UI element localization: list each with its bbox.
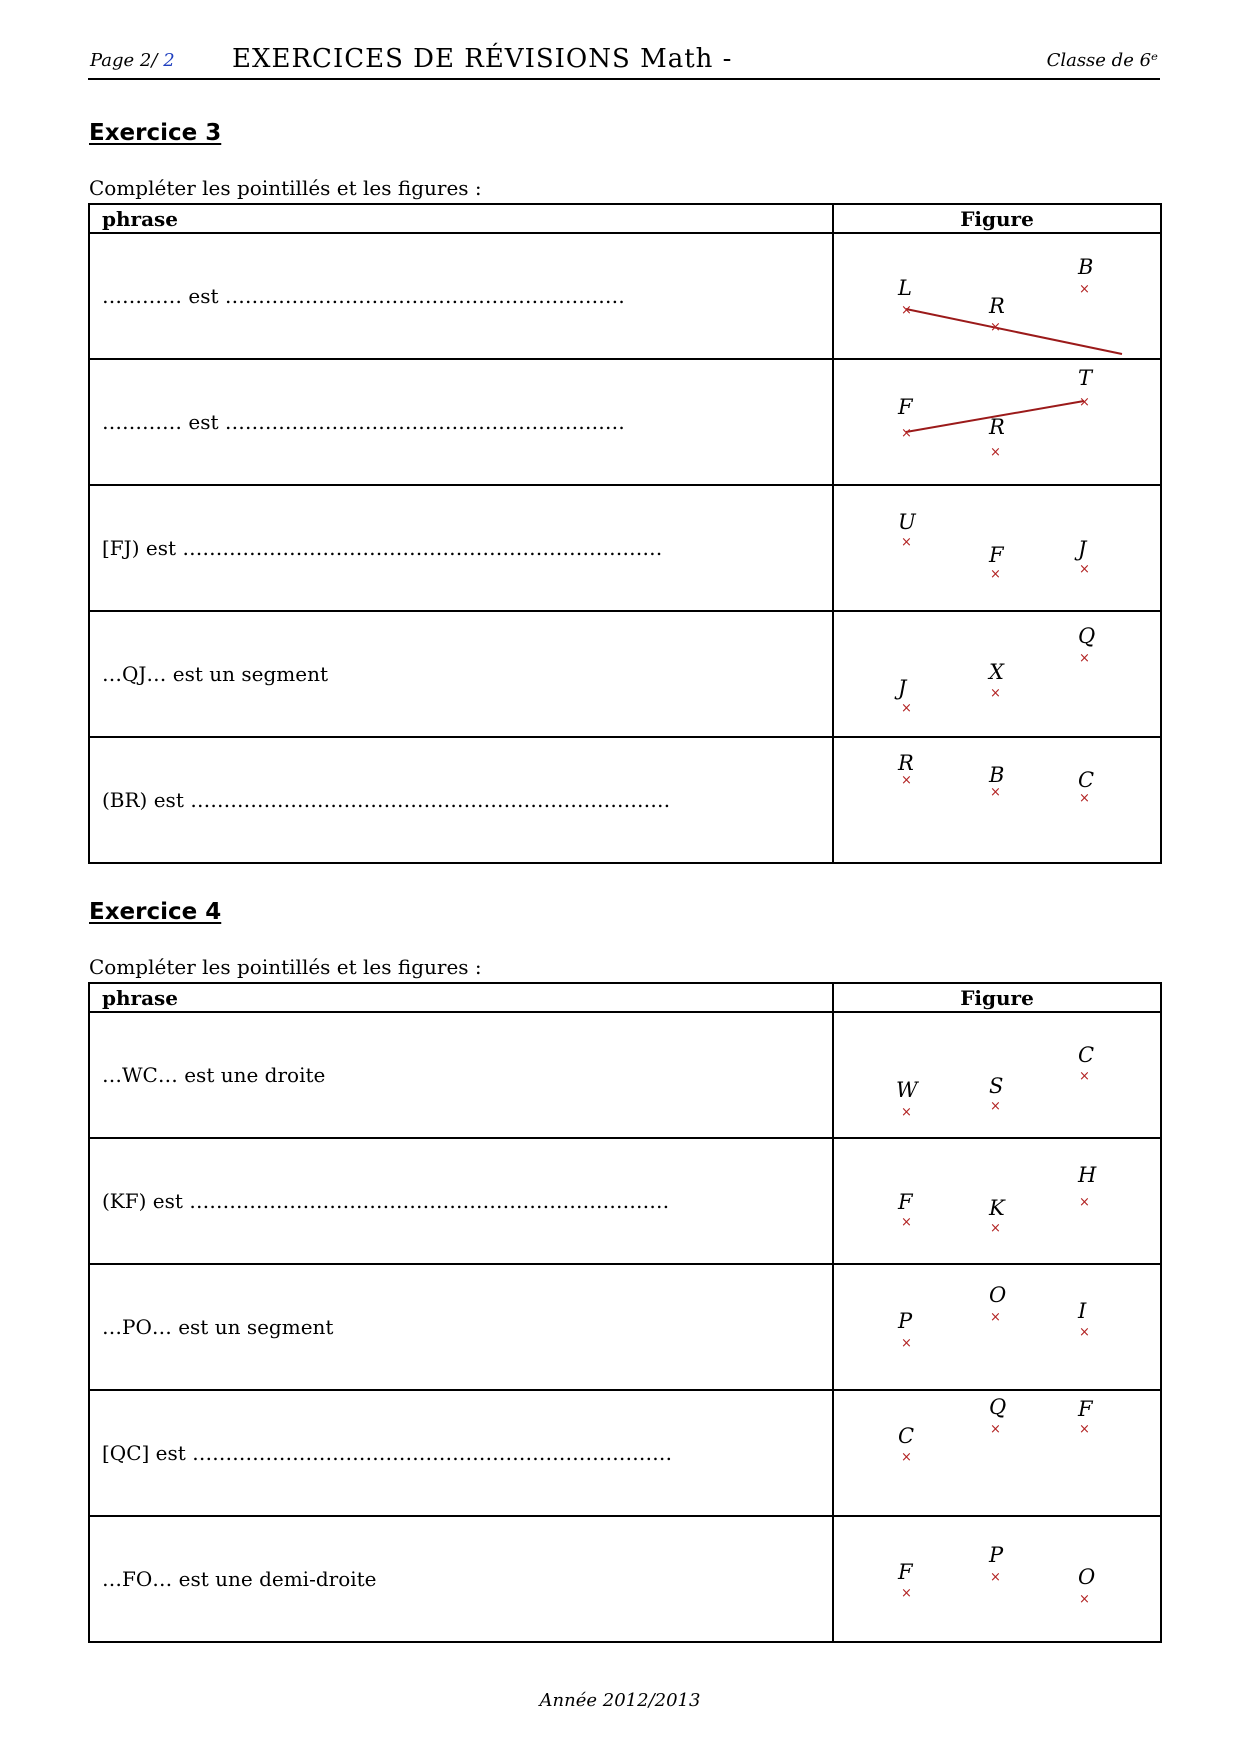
point-marker: × <box>901 1450 912 1465</box>
phrase-cell[interactable]: ………… est …………………………………………………… <box>89 359 833 485</box>
point-label: P <box>989 1543 1004 1567</box>
point-marker: × <box>1079 1422 1090 1437</box>
table-row <box>89 1516 1161 1642</box>
point-label: B <box>989 763 1005 787</box>
page-footer: Année 2012/2013 <box>539 1690 701 1711</box>
point-marker: × <box>990 1221 1001 1236</box>
point-marker: × <box>990 1422 1001 1437</box>
point-label: X <box>989 660 1004 684</box>
column-header-figure: Figure <box>833 204 1161 233</box>
point-label: F <box>989 543 1004 567</box>
exercise-4-table <box>88 982 1162 1643</box>
table-row <box>89 485 1161 611</box>
figure-canvas[interactable] <box>834 360 1154 486</box>
point-marker: × <box>1079 282 1090 297</box>
point-label: F <box>898 1560 913 1584</box>
phrase-cell[interactable]: …FO… est une demi-droite <box>89 1516 833 1642</box>
table-row <box>89 359 1161 485</box>
figure-canvas[interactable] <box>834 486 1154 612</box>
exercise-4-title: Exercice 4 <box>89 899 222 925</box>
phrase-cell[interactable]: [QC] est ……………………………………………………………… <box>89 1390 833 1516</box>
table-row <box>89 1138 1161 1264</box>
figure-cell[interactable] <box>833 359 1161 485</box>
point-marker: × <box>990 785 1001 800</box>
figure-cell[interactable] <box>833 1012 1161 1138</box>
point-marker: × <box>901 1586 912 1601</box>
point-label: R <box>989 294 1005 318</box>
point-label: P <box>898 1309 913 1333</box>
column-header-phrase: phrase <box>89 983 833 1012</box>
line-LR <box>906 309 1122 354</box>
page-number <box>90 50 175 71</box>
point-label: R <box>989 415 1005 439</box>
figure-canvas[interactable] <box>834 1139 1154 1265</box>
point-marker: × <box>901 303 912 318</box>
point-marker: × <box>990 686 1001 701</box>
point-marker: × <box>901 426 912 441</box>
figure-canvas[interactable] <box>834 1013 1154 1139</box>
exercise-4-instruction: Compléter les pointillés et les figures : <box>89 955 482 979</box>
point-marker: × <box>901 773 912 788</box>
column-header-phrase: phrase <box>89 204 833 233</box>
point-label: K <box>989 1196 1005 1220</box>
figure-cell[interactable] <box>833 1138 1161 1264</box>
class-label: Classe de 6ᵉ <box>1046 50 1158 71</box>
point-label: I <box>1078 1299 1087 1323</box>
figure-cell[interactable] <box>833 611 1161 737</box>
table-header-row <box>89 204 1161 233</box>
point-label: U <box>898 510 916 534</box>
point-label: Q <box>989 1395 1007 1419</box>
point-label: L <box>898 276 912 300</box>
point-label: R <box>898 751 914 775</box>
point-label: H <box>1078 1163 1097 1187</box>
figure-cell[interactable] <box>833 737 1161 863</box>
figure-cell[interactable] <box>833 1516 1161 1642</box>
table-row <box>89 737 1161 863</box>
point-label: C <box>1078 768 1095 792</box>
point-marker: × <box>1079 1592 1090 1607</box>
point-label: S <box>989 1074 1004 1098</box>
point-label: O <box>989 1283 1007 1307</box>
point-label: W <box>896 1078 918 1102</box>
point-marker: × <box>990 1310 1001 1325</box>
figure-canvas[interactable] <box>834 1517 1154 1643</box>
document-title: EXERCICES DE RÉVISIONS Math - <box>232 44 733 74</box>
phrase-cell[interactable]: (BR) est ……………………………………………………………… <box>89 737 833 863</box>
point-label: J <box>1078 537 1087 561</box>
point-label: F <box>898 395 913 419</box>
phrase-cell[interactable]: ………… est …………………………………………………… <box>89 233 833 359</box>
phrase-cell[interactable]: (KF) est ……………………………………………………………… <box>89 1138 833 1264</box>
page-header <box>88 44 1160 80</box>
point-label: F <box>898 1190 913 1214</box>
table-row <box>89 233 1161 359</box>
exercise-3-instruction: Compléter les pointillés et les figures : <box>89 176 482 200</box>
point-marker: × <box>901 1336 912 1351</box>
point-marker: × <box>1079 1195 1090 1210</box>
phrase-cell[interactable]: …WC… est une droite <box>89 1012 833 1138</box>
table-row <box>89 1012 1161 1138</box>
point-label: B <box>1078 255 1094 279</box>
phrase-cell[interactable]: …QJ… est un segment <box>89 611 833 737</box>
point-marker: × <box>990 320 1001 335</box>
phrase-cell[interactable]: …PO… est un segment <box>89 1264 833 1390</box>
point-label: O <box>1078 1565 1096 1589</box>
point-label: C <box>898 1424 915 1448</box>
page-label: Page 2/ <box>90 50 158 71</box>
table-row <box>89 1264 1161 1390</box>
figure-canvas[interactable] <box>834 738 1154 864</box>
page-total-link[interactable]: 2 <box>163 50 175 71</box>
point-marker: × <box>990 567 1001 582</box>
figure-canvas[interactable] <box>834 612 1154 738</box>
point-label: C <box>1078 1043 1095 1067</box>
point-marker: × <box>990 1099 1001 1114</box>
point-marker: × <box>901 701 912 716</box>
point-marker: × <box>901 1105 912 1120</box>
point-label: Q <box>1078 624 1096 648</box>
figure-canvas[interactable] <box>834 1391 1154 1517</box>
figure-cell[interactable] <box>833 1264 1161 1390</box>
column-header-figure: Figure <box>833 983 1161 1012</box>
point-marker: × <box>1079 651 1090 666</box>
point-marker: × <box>1079 1325 1090 1340</box>
point-label: J <box>898 676 907 700</box>
point-marker: × <box>1079 1069 1090 1084</box>
point-marker: × <box>990 445 1001 460</box>
point-label: T <box>1078 366 1093 390</box>
figure-cell[interactable] <box>833 233 1161 359</box>
point-marker: × <box>1079 791 1090 806</box>
table-header-row <box>89 983 1161 1012</box>
exercise-3-table <box>88 203 1162 864</box>
point-marker: × <box>1079 395 1090 410</box>
figure-canvas[interactable] <box>834 1265 1154 1391</box>
exercise-3-title: Exercice 3 <box>89 120 222 146</box>
table-row <box>89 611 1161 737</box>
figure-canvas[interactable] <box>834 234 1154 360</box>
figure-cell[interactable] <box>833 1390 1161 1516</box>
phrase-cell[interactable]: [FJ) est ……………………………………………………………… <box>89 485 833 611</box>
point-marker: × <box>1079 562 1090 577</box>
point-marker: × <box>990 1570 1001 1585</box>
point-label: F <box>1078 1397 1093 1421</box>
figure-cell[interactable] <box>833 485 1161 611</box>
point-marker: × <box>901 1215 912 1230</box>
table-row <box>89 1390 1161 1516</box>
point-marker: × <box>901 535 912 550</box>
